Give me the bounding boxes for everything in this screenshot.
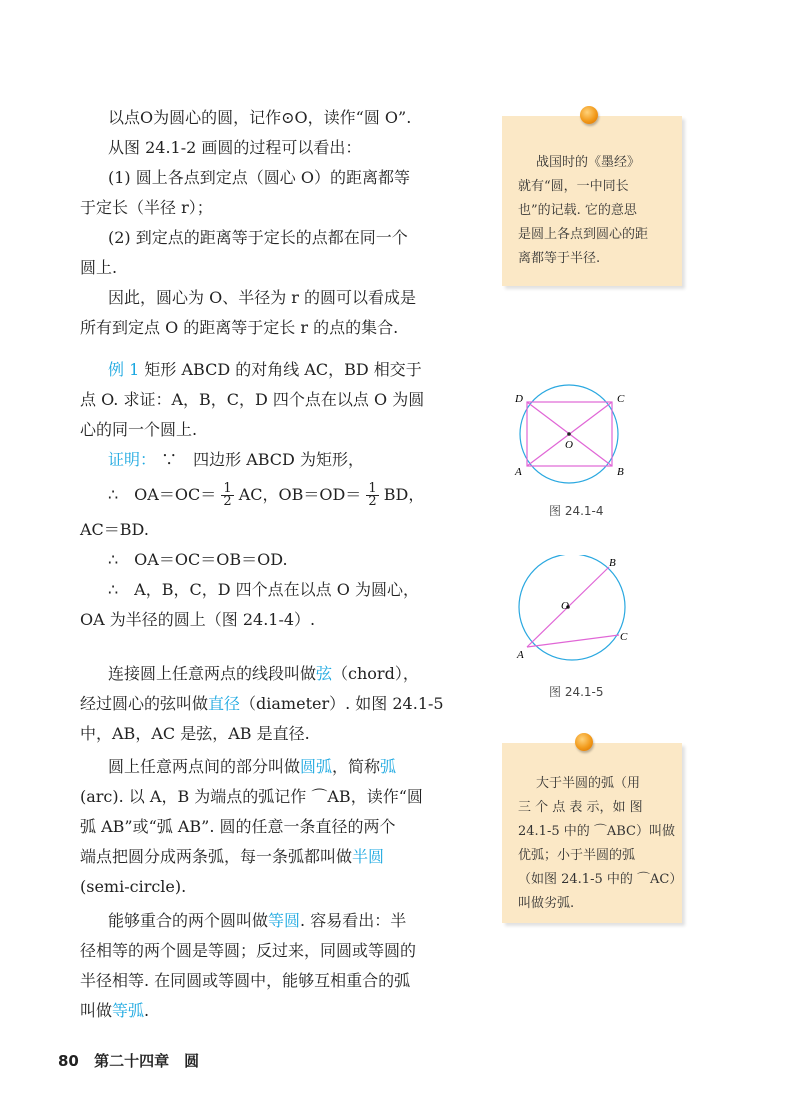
label-o: O xyxy=(565,439,573,451)
fraction-numerator: 1 xyxy=(223,481,232,496)
figure-caption: 图 24.1-5 xyxy=(549,685,604,699)
text-line xyxy=(108,756,396,778)
text-span: 能够重合的两个圆叫做 xyxy=(108,911,269,930)
example-text: 矩形 ABCD 的对角线 AC，BD 相交于 xyxy=(144,360,422,379)
note-line: 叫做劣弧. xyxy=(518,896,575,911)
note-line: 也”的记载. 它的意思 xyxy=(518,203,637,218)
label-c: C xyxy=(620,631,628,643)
fraction-denominator: 2 xyxy=(223,494,232,509)
note-line: （如图 24.1-5 中的 ⌒AC） xyxy=(518,872,683,887)
text-span: （chord）， xyxy=(332,664,419,683)
text-line: 以点O为圆心的圆，记作⊙O，读作“圆 O”. xyxy=(108,108,412,127)
text-line: 径相等的两个圆是等圆；反过来，同圆或等圆的 xyxy=(80,941,417,960)
note-line: 就有“圆，一中同长 xyxy=(518,179,629,194)
text-line: (semi-circle). xyxy=(80,877,187,896)
note-line: 战国时的《墨经》 xyxy=(536,155,641,170)
label-b: B xyxy=(609,557,616,569)
term-arc-short: 弧 xyxy=(380,757,397,776)
figure-caption: 图 24.1-4 xyxy=(549,504,604,518)
text-line: 半径相等. 在同圆或等圆中，能够互相重合的弧 xyxy=(80,971,411,990)
chord-ac xyxy=(527,635,619,647)
page-number: 80 xyxy=(58,1052,79,1070)
text-line: 从图 24.1-2 画圆的过程可以看出： xyxy=(108,138,362,157)
proof-text: AC，OB＝OD＝ xyxy=(238,485,362,504)
text-line xyxy=(108,910,406,932)
label-a: A xyxy=(515,466,522,478)
label-d: D xyxy=(515,393,523,405)
proof-label: 证明： xyxy=(108,450,157,469)
note-line: 大于半圆的弧（用 xyxy=(536,776,641,791)
pushpin-icon xyxy=(575,733,593,751)
term-arc: 圆弧 xyxy=(300,757,333,776)
text-line xyxy=(108,663,419,685)
text-line: 中，AB，AC 是弦，AB 是直径. xyxy=(80,724,310,743)
proof-text: ∴ OA＝OC＝ xyxy=(108,485,217,504)
proof-line xyxy=(108,449,364,471)
label-a: A xyxy=(517,649,524,661)
note-line: 24.1-5 中的 ⌒ABC）叫做 xyxy=(518,824,676,839)
term-chord: 弦 xyxy=(316,664,333,683)
text-line: (2) 到定点的距离等于定长的点都在同一个 xyxy=(108,228,408,247)
label-c: C xyxy=(617,393,625,405)
label-o: O xyxy=(561,600,569,612)
text-span: . xyxy=(144,1001,150,1020)
figure-chord-diameter xyxy=(505,555,645,665)
text-line: 因此，圆心为 O、半径为 r 的圆可以看成是 xyxy=(108,288,417,307)
note-line: 三 个 点 表 示，如 图 xyxy=(518,800,643,815)
example-label: 例 1 xyxy=(108,360,140,379)
proof-text: ∵ 四边形 ABCD 为矩形， xyxy=(161,450,364,469)
text-span: ，简称 xyxy=(332,757,381,776)
term-equal-circle: 等圆 xyxy=(268,911,301,930)
proof-text: BD， xyxy=(383,485,425,504)
text-span: 端点把圆分成两条弧，每一条弧都叫做 xyxy=(80,847,353,866)
text-line: 于定长（半径 r）； xyxy=(80,198,213,217)
text-line: 圆上. xyxy=(80,258,118,277)
text-line xyxy=(80,846,384,868)
text-span: 圆上任意两点间的部分叫做 xyxy=(108,757,301,776)
example-line: 点 O. 求证：A，B，C，D 四个点在以点 O 为圆 xyxy=(80,390,425,409)
side-note-major-minor-arc xyxy=(502,743,682,923)
text-span: 经过圆心的弦叫做 xyxy=(80,694,209,713)
fraction-numerator: 1 xyxy=(368,481,377,496)
center-point xyxy=(567,432,571,436)
text-line xyxy=(80,693,444,715)
example-line: 心的同一个圆上. xyxy=(80,420,198,439)
fraction xyxy=(366,483,378,508)
note-line: 优弧；小于半圆的弧 xyxy=(518,848,636,863)
term-semicircle: 半圆 xyxy=(352,847,385,866)
proof-line: ∴ A，B，C，D 四个点在以点 O 为圆心， xyxy=(108,580,419,599)
example-line xyxy=(108,359,422,381)
text-span: . 容易看出：半 xyxy=(300,911,407,930)
term-diameter: 直径 xyxy=(208,694,241,713)
note-line: 是圆上各点到圆心的距 xyxy=(518,227,649,242)
text-line: (1) 圆上各点到定点（圆心 O）的距离都等 xyxy=(108,168,410,187)
proof-line xyxy=(108,481,424,509)
page-footer xyxy=(58,1050,199,1071)
pushpin-icon xyxy=(580,106,598,124)
text-span: 叫做 xyxy=(80,1001,113,1020)
text-line: 弧 AB”或“弧 AB”. 圆的任意一条直径的两个 xyxy=(80,817,396,836)
fraction xyxy=(221,483,233,508)
text-line: 所有到定点 O 的距离等于定长 r 的点的集合. xyxy=(80,318,399,337)
label-b: B xyxy=(617,466,624,478)
term-equal-arc: 等弧 xyxy=(112,1001,145,1020)
fraction-denominator: 2 xyxy=(368,494,377,509)
chapter-title: 第二十四章 圆 xyxy=(94,1052,200,1070)
proof-line: OA 为半径的圆上（图 24.1-4）. xyxy=(80,610,316,629)
text-span: （diameter）. 如图 24.1-5 xyxy=(240,694,444,713)
note-line: 离都等于半径. xyxy=(518,251,601,266)
side-note-mojing xyxy=(502,116,682,286)
proof-line: ∴ OA＝OC＝OB＝OD. xyxy=(108,550,288,569)
figure-rectangle-in-circle xyxy=(505,380,645,490)
proof-line: AC＝BD. xyxy=(80,520,149,539)
text-span: 连接圆上任意两点的线段叫做 xyxy=(108,664,317,683)
circle xyxy=(519,555,625,660)
text-line xyxy=(80,1000,149,1022)
text-line: (arc). 以 A，B 为端点的弧记作 ⌒AB，读作“圆 xyxy=(80,787,423,806)
